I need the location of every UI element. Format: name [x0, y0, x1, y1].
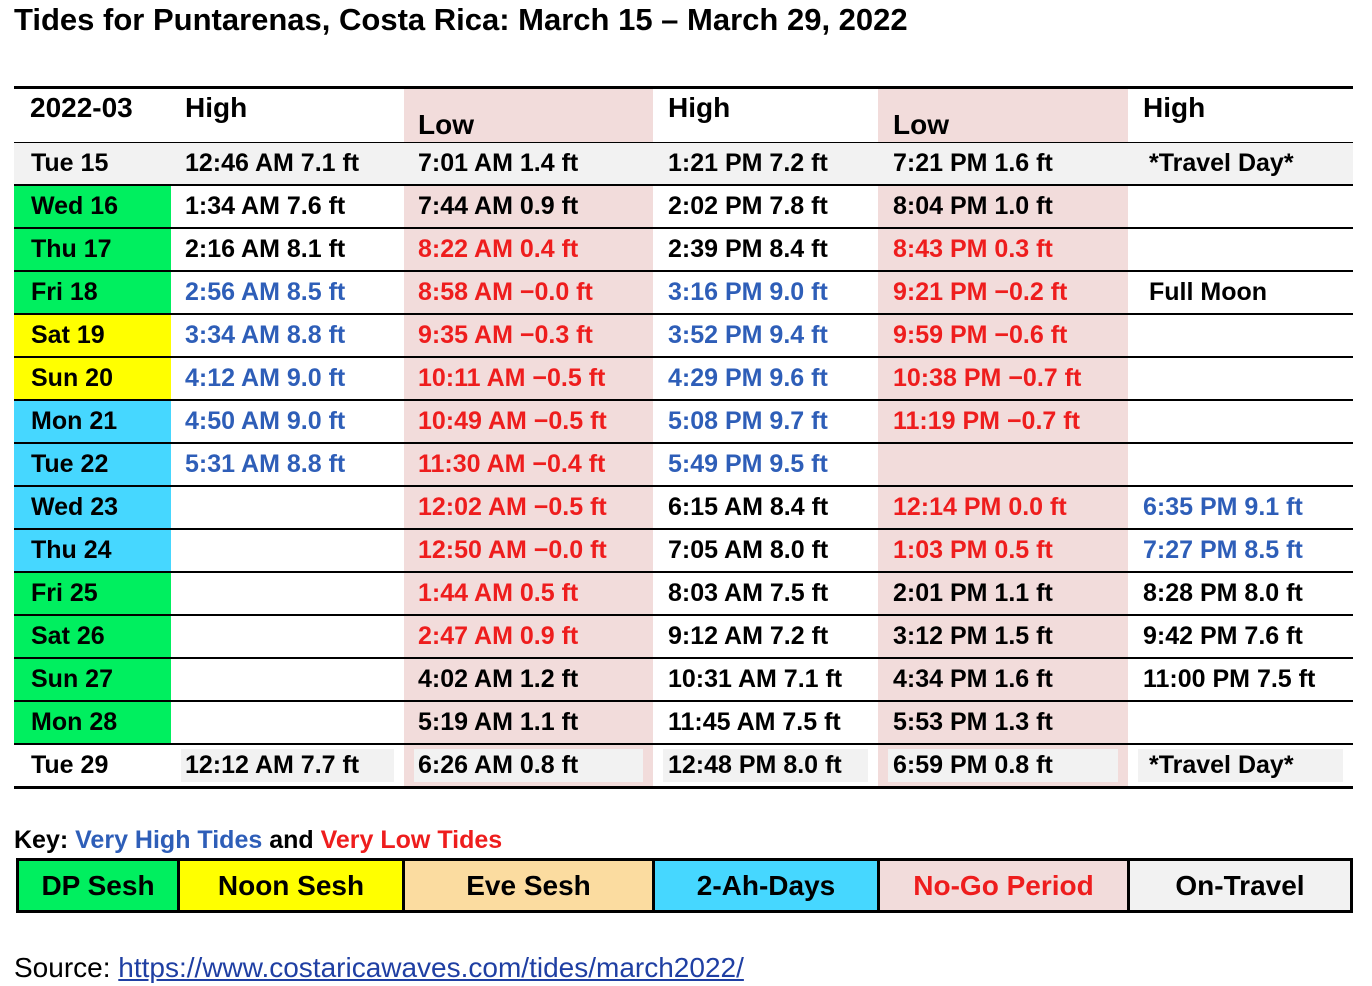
table-cell — [1128, 272, 1353, 313]
key-very-low: Very Low Tides — [320, 826, 503, 854]
tide-cell: 4:02 AM 1.2 ft — [418, 665, 579, 693]
table-cell — [404, 659, 653, 700]
table-cell — [1128, 444, 1353, 485]
tide-cell: 12:14 PM 0.0 ft — [893, 493, 1067, 521]
tide-cell: 8:28 PM 8.0 ft — [1143, 579, 1303, 607]
table-cell — [653, 444, 878, 485]
table-row — [14, 702, 1353, 745]
table-cell — [878, 358, 1128, 399]
table-row — [14, 444, 1353, 487]
tide-cell: 7:21 PM 1.6 ft — [893, 149, 1053, 177]
legend-label: No-Go Period — [913, 869, 1094, 901]
table-cell — [171, 745, 404, 786]
page-title: Tides for Puntarenas, Costa Rica: March 15 – March 29, 2022 — [14, 2, 908, 37]
table-cell — [653, 702, 878, 743]
tide-cell: 12:02 AM −0.5 ft — [418, 493, 607, 521]
legend-label: 2-Ah-Days — [696, 869, 836, 901]
table-cell — [653, 143, 878, 184]
tide-cell: 12:46 AM 7.1 ft — [185, 149, 360, 177]
table-top-border — [14, 86, 1353, 89]
table-cell — [404, 315, 653, 356]
tide-cell: 5:49 PM 9.5 ft — [668, 450, 828, 478]
tide-cell: 12:50 AM −0.0 ft — [418, 536, 607, 564]
table-cell — [878, 702, 1128, 743]
legend-label: Eve Sesh — [466, 869, 591, 901]
tide-cell: 9:21 PM −0.2 ft — [893, 278, 1068, 306]
tide-cell: 7:27 PM 8.5 ft — [1143, 536, 1303, 564]
tide-cell: 2:39 PM 8.4 ft — [668, 235, 828, 263]
table-cell — [171, 272, 404, 313]
tide-cell: 12:48 PM 8.0 ft — [668, 751, 842, 779]
key-and: and — [269, 826, 314, 854]
table-cell — [653, 573, 878, 614]
header-high-3: High — [1143, 92, 1206, 123]
table-cell — [171, 702, 404, 743]
table-cell — [404, 358, 653, 399]
note-cell: Full Moon — [1149, 278, 1268, 306]
table-cell — [171, 616, 404, 657]
legend-item — [880, 861, 1130, 910]
tide-cell: 1:21 PM 7.2 ft — [668, 149, 828, 177]
table-row — [14, 358, 1353, 401]
table-cell — [878, 616, 1128, 657]
table-cell — [404, 444, 653, 485]
table-row — [14, 315, 1353, 358]
tide-cell: 7:05 AM 8.0 ft — [668, 536, 829, 564]
table-cell — [878, 659, 1128, 700]
table-cell — [404, 573, 653, 614]
table-cell — [171, 229, 404, 270]
tide-cell: 10:11 AM −0.5 ft — [418, 364, 606, 392]
tide-cell: 11:45 AM 7.5 ft — [668, 708, 841, 736]
table-cell — [1128, 358, 1353, 399]
table-row — [14, 186, 1353, 229]
tide-cell: 7:44 AM 0.9 ft — [418, 192, 579, 220]
tide-cell: 5:31 AM 8.8 ft — [185, 450, 346, 478]
table-cell — [878, 143, 1128, 184]
table-row — [14, 272, 1353, 315]
tide-cell: 8:43 PM 0.3 ft — [893, 235, 1053, 263]
tide-cell: 10:31 AM 7.1 ft — [668, 665, 843, 693]
table-cell — [404, 702, 653, 743]
table-cell — [653, 616, 878, 657]
tide-cell: 9:59 PM −0.6 ft — [893, 321, 1068, 349]
table-cell — [1128, 659, 1353, 700]
day-cell: Sat 19 — [14, 315, 171, 356]
tide-cell: 9:42 PM 7.6 ft — [1143, 622, 1303, 650]
tide-cell: 6:59 PM 0.8 ft — [893, 751, 1053, 779]
tide-cell: 11:19 PM −0.7 ft — [893, 407, 1080, 435]
table-cell — [1128, 315, 1353, 356]
tide-cell: 5:19 AM 1.1 ft — [418, 708, 579, 736]
tide-cell: 3:52 PM 9.4 ft — [668, 321, 828, 349]
table-cell — [1128, 487, 1353, 528]
table-cell — [171, 143, 404, 184]
tide-cell: 5:53 PM 1.3 ft — [893, 708, 1053, 736]
table-cell — [653, 186, 878, 227]
table-cell — [878, 444, 1128, 485]
tide-cell: 2:02 PM 7.8 ft — [668, 192, 828, 220]
tide-cell: 4:50 AM 9.0 ft — [185, 407, 346, 435]
table-cell — [878, 573, 1128, 614]
table-row — [14, 659, 1353, 702]
legend-label: Noon Sesh — [217, 869, 365, 901]
day-cell: Sat 26 — [14, 616, 171, 657]
table-cell — [1128, 186, 1353, 227]
legend-label: On-Travel — [1175, 869, 1305, 901]
tide-cell: 2:47 AM 0.9 ft — [418, 622, 579, 650]
tide-cell: 7:01 AM 1.4 ft — [418, 149, 579, 177]
tide-cell: 9:35 AM −0.3 ft — [418, 321, 593, 349]
table-cell — [404, 272, 653, 313]
table-cell — [1128, 702, 1353, 743]
table-cell — [878, 401, 1128, 442]
tide-cell: 8:04 PM 1.0 ft — [893, 192, 1053, 220]
header-low-1: Low — [418, 109, 474, 140]
header-low-2: Low — [893, 109, 949, 140]
day-cell: Mon 21 — [14, 401, 171, 442]
table-cell — [878, 315, 1128, 356]
table-cell — [404, 143, 653, 184]
tide-cell: 1:44 AM 0.5 ft — [418, 579, 579, 607]
tide-cell: 1:34 AM 7.6 ft — [185, 192, 346, 220]
key-line — [14, 826, 502, 855]
table-row — [14, 616, 1353, 659]
tide-cell: 11:30 AM −0.4 ft — [418, 450, 606, 478]
day-cell: Sun 20 — [14, 358, 171, 399]
note-cell: *Travel Day* — [1149, 149, 1294, 177]
header-high-2: High — [668, 92, 731, 123]
table-cell — [653, 401, 878, 442]
table-cell — [653, 659, 878, 700]
legend-item — [19, 861, 180, 910]
note-cell: *Travel Day* — [1149, 751, 1294, 779]
table-cell — [404, 401, 653, 442]
source-line — [14, 952, 744, 984]
tide-cell: 6:26 AM 0.8 ft — [418, 751, 579, 779]
table-cell — [1128, 616, 1353, 657]
tide-cell: 1:03 PM 0.5 ft — [893, 536, 1053, 564]
tide-cell: 5:08 PM 9.7 ft — [668, 407, 828, 435]
day-cell: Thu 24 — [14, 530, 171, 571]
color-legend — [16, 858, 1353, 913]
day-cell: Fri 25 — [14, 573, 171, 614]
table-cell — [404, 487, 653, 528]
table-cell — [878, 229, 1128, 270]
table-cell — [171, 530, 404, 571]
tide-cell: 2:16 AM 8.1 ft — [185, 235, 346, 263]
tide-cell: 4:29 PM 9.6 ft — [668, 364, 828, 392]
header-month: 2022-03 — [30, 92, 133, 123]
table-cell — [653, 487, 878, 528]
table-cell — [171, 573, 404, 614]
day-cell: Fri 18 — [14, 272, 171, 313]
table-row — [14, 143, 1353, 186]
day-cell: Wed 23 — [14, 487, 171, 528]
tide-cell: 6:15 AM 8.4 ft — [668, 493, 829, 521]
legend-item — [655, 861, 880, 910]
tide-cell: 8:58 AM −0.0 ft — [418, 278, 593, 306]
day-cell: Mon 28 — [14, 702, 171, 743]
table-row — [14, 573, 1353, 616]
table-cell — [171, 315, 404, 356]
table-cell — [653, 272, 878, 313]
table-cell — [653, 315, 878, 356]
day-cell: Tue 29 — [14, 745, 171, 786]
table-cell — [404, 229, 653, 270]
legend-item — [1130, 861, 1350, 910]
row-divider — [14, 786, 1353, 789]
tide-cell: 4:12 AM 9.0 ft — [185, 364, 346, 392]
tide-cell: 10:49 AM −0.5 ft — [418, 407, 607, 435]
tide-cell: 3:16 PM 9.0 ft — [668, 278, 828, 306]
tide-cell: 3:12 PM 1.5 ft — [893, 622, 1053, 650]
table-cell — [1128, 143, 1353, 184]
table-cell — [404, 530, 653, 571]
table-cell — [1128, 530, 1353, 571]
table-cell — [1128, 573, 1353, 614]
source-label: Source: — [14, 952, 119, 983]
tide-cell: 4:34 PM 1.6 ft — [893, 665, 1053, 693]
day-cell: Tue 15 — [14, 143, 171, 184]
table-cell — [878, 745, 1128, 786]
table-cell — [878, 487, 1128, 528]
table-cell — [171, 659, 404, 700]
table-cell — [404, 186, 653, 227]
table-row — [14, 487, 1353, 530]
table-row — [14, 745, 1353, 788]
table-row — [14, 530, 1353, 573]
table-cell — [653, 358, 878, 399]
tide-cell: 10:38 PM −0.7 ft — [893, 364, 1082, 392]
day-cell: Sun 27 — [14, 659, 171, 700]
source-link[interactable]: https://www.costaricawaves.com/tides/march2022/ — [118, 952, 744, 983]
table-cell — [171, 186, 404, 227]
day-cell: Tue 22 — [14, 444, 171, 485]
table-cell — [171, 444, 404, 485]
table-cell — [404, 745, 653, 786]
table-cell — [878, 272, 1128, 313]
table-cell — [653, 530, 878, 571]
table-cell — [171, 401, 404, 442]
tide-cell: 8:22 AM 0.4 ft — [418, 235, 579, 263]
tide-cell: 3:34 AM 8.8 ft — [185, 321, 346, 349]
tide-cell: 2:01 PM 1.1 ft — [893, 579, 1053, 607]
table-cell — [1128, 229, 1353, 270]
table-header — [14, 88, 1353, 143]
table-cell — [878, 530, 1128, 571]
legend-label: DP Sesh — [41, 869, 155, 901]
legend-item — [180, 861, 405, 910]
table-cell — [1128, 745, 1353, 786]
key-prefix: Key: — [14, 826, 69, 854]
table-cell — [1128, 401, 1353, 442]
table-row — [14, 401, 1353, 444]
table-cell — [653, 745, 878, 786]
table-cell — [653, 229, 878, 270]
header-high-1: High — [185, 92, 248, 123]
tide-cell: 9:12 AM 7.2 ft — [668, 622, 829, 650]
table-cell — [171, 487, 404, 528]
table-row — [14, 229, 1353, 272]
day-cell: Thu 17 — [14, 229, 171, 270]
tide-cell: 12:12 AM 7.7 ft — [185, 751, 360, 779]
table-cell — [404, 616, 653, 657]
tide-cell: 2:56 AM 8.5 ft — [185, 278, 346, 306]
tide-cell: 8:03 AM 7.5 ft — [668, 579, 829, 607]
table-cell — [171, 358, 404, 399]
tide-cell: 11:00 PM 7.5 ft — [1143, 665, 1316, 693]
tide-cell: 6:35 PM 9.1 ft — [1143, 493, 1303, 521]
day-cell: Wed 16 — [14, 186, 171, 227]
table-cell — [878, 186, 1128, 227]
legend-item — [405, 861, 655, 910]
key-very-high: Very High Tides — [75, 826, 263, 854]
